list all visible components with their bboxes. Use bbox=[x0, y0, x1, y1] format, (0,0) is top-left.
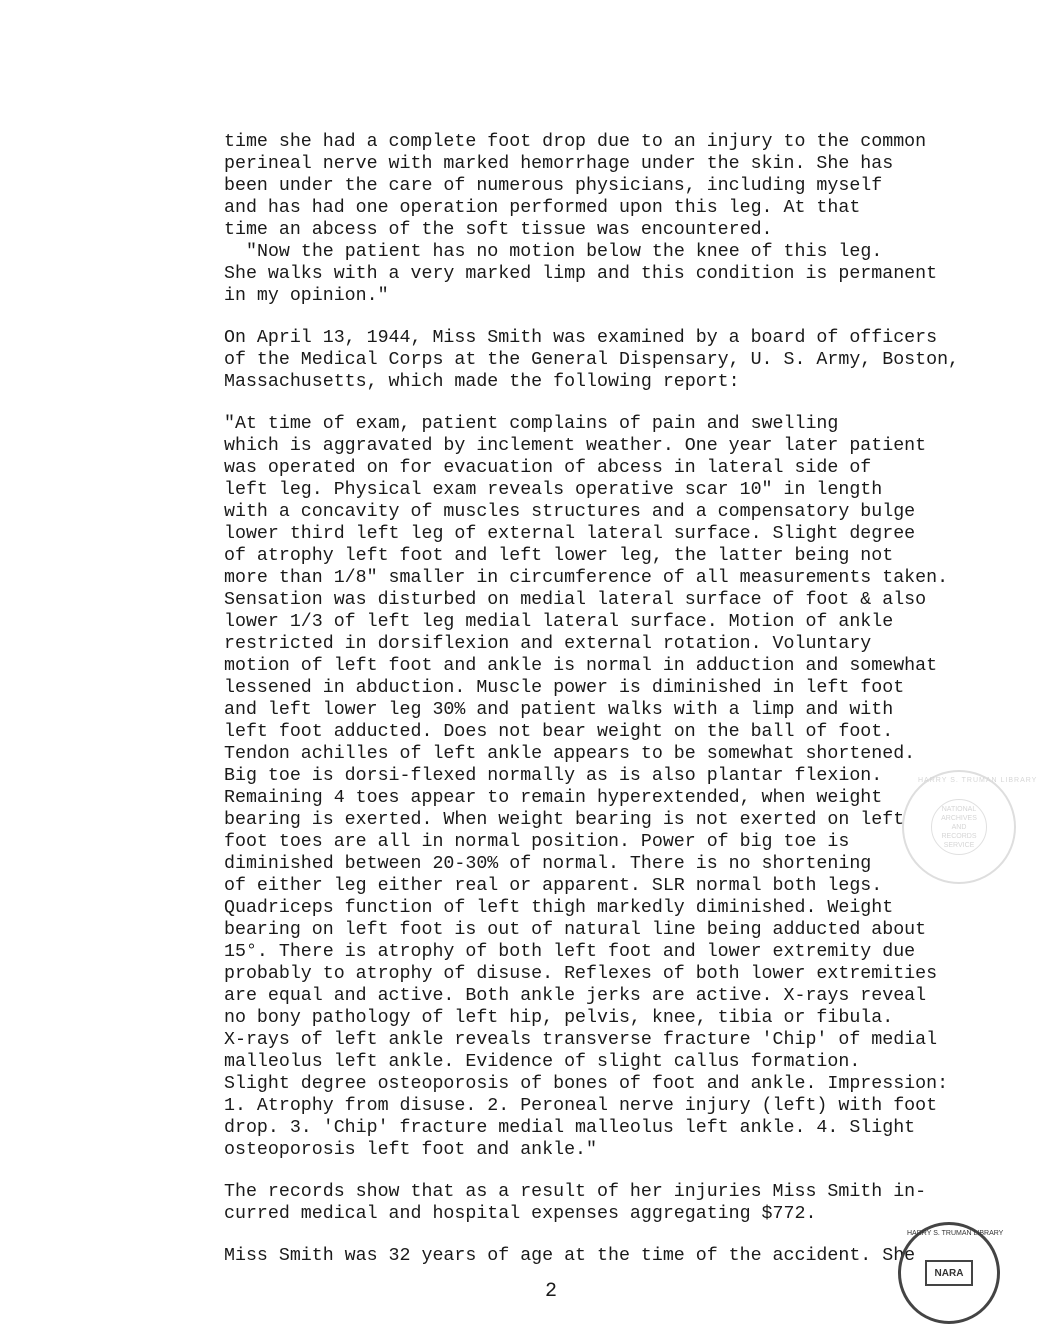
text-line: and has had one operation performed upon this leg. At that bbox=[224, 198, 861, 218]
quote-line: Tendon achilles of left ankle appears to be somewhat shortened. bbox=[224, 744, 916, 764]
quote-line: left foot adducted. Does not bear weight on the ball of foot. bbox=[224, 722, 894, 742]
quote-line: "At time of exam, patient complains of pain and swelling bbox=[224, 414, 839, 434]
quote-line: which is aggravated by inclement weather. One year later patient bbox=[224, 436, 927, 456]
quote-line: no bony pathology of left hip, pelvis, knee, tibia or fibula. bbox=[224, 1008, 894, 1028]
text-line: On April 13, 1944, Miss Smith was examined by a board of officers bbox=[224, 328, 938, 348]
page-number: 2 bbox=[545, 1280, 558, 1303]
quote-line: Slight degree osteoporosis of bones of foot and ankle. Impression: bbox=[224, 1074, 949, 1094]
quote-line: Quadriceps function of left thigh markedly diminished. Weight bbox=[224, 898, 894, 918]
quote-line: restricted in dorsiflexion and external rotation. Voluntary bbox=[224, 634, 872, 654]
quote-line: osteoporosis left foot and ankle." bbox=[224, 1140, 597, 1160]
text-line: of the Medical Corps at the General Dispensary, U. S. Army, Boston, bbox=[224, 350, 960, 370]
text-line: The records show that as a result of her injuries Miss Smith in- bbox=[224, 1182, 927, 1202]
quote-line: was operated on for evacuation of abcess in lateral side of bbox=[224, 458, 872, 478]
quote-line: drop. 3. 'Chip' fracture medial malleolus left ankle. 4. Slight bbox=[224, 1118, 916, 1138]
quote-line: X-rays of left ankle reveals transverse fracture 'Chip' of medial bbox=[224, 1030, 938, 1050]
quote-line: diminished between 20-30% of normal. There is no shortening bbox=[224, 854, 872, 874]
text-line: She walks with a very marked limp and this condition is permanent bbox=[224, 264, 938, 284]
nara-seal-text: NARA bbox=[925, 1260, 973, 1286]
quote-line: lower 1/3 of left leg medial lateral surface. Motion of ankle bbox=[224, 612, 894, 632]
quote-line: and left lower leg 30% and patient walks with a limp and with bbox=[224, 700, 894, 720]
quote-line: Remaining 4 toes appear to remain hyperextended, when weight bbox=[224, 788, 883, 808]
quote-line: of atrophy left foot and left lower leg, the latter being not bbox=[224, 546, 894, 566]
quote-line: are equal and active. Both ankle jerks are active. X-rays reveal bbox=[224, 986, 927, 1006]
archive-seal-icon bbox=[902, 770, 1037, 884]
quote-line: 1. Atrophy from disuse. 2. Peroneal nerve injury (left) with foot bbox=[224, 1096, 938, 1116]
quote-line: bearing is exerted. When weight bearing is not exerted on left bbox=[224, 810, 905, 830]
text-line: "Now the patient has no motion below the knee of this leg. bbox=[246, 242, 883, 262]
quote-line: Sensation was disturbed on medial lateral surface of foot & also bbox=[224, 590, 927, 610]
quote-line: motion of left foot and ankle is normal in adduction and somewhat bbox=[224, 656, 938, 676]
quote-line: foot toes are all in normal position. Power of big toe is bbox=[224, 832, 850, 852]
quote-line: malleolus left ankle. Evidence of slight callus formation. bbox=[224, 1052, 861, 1072]
nara-seal-ring-text: HARRY S. TRUMAN LIBRARY bbox=[907, 1230, 1004, 1237]
text-line: curred medical and hospital expenses aggregating $772. bbox=[224, 1204, 817, 1224]
nara-seal-icon bbox=[898, 1222, 1004, 1324]
text-line: Massachusetts, which made the following report: bbox=[224, 372, 740, 392]
text-line: perineal nerve with marked hemorrhage under the skin. She has bbox=[224, 154, 894, 174]
archive-seal-text: NATIONAL ARCHIVES AND RECORDS SERVICE bbox=[931, 799, 987, 855]
quote-line: lessened in abduction. Muscle power is diminished in left foot bbox=[224, 678, 905, 698]
quote-line: lower third left leg of external lateral surface. Slight degree bbox=[224, 524, 916, 544]
quote-line: left leg. Physical exam reveals operative scar 10" in length bbox=[224, 480, 883, 500]
text-line: time an abcess of the soft tissue was encountered. bbox=[224, 220, 773, 240]
text-line: time she had a complete foot drop due to an injury to the common bbox=[224, 132, 927, 152]
quote-line: probably to atrophy of disuse. Reflexes of both lower extremities bbox=[224, 964, 938, 984]
text-line: been under the care of numerous physicians, including myself bbox=[224, 176, 883, 196]
quote-line: of either leg either real or apparent. SLR normal both legs. bbox=[224, 876, 883, 896]
quote-line: bearing on left foot is out of natural line being adducted about bbox=[224, 920, 927, 940]
quote-line: with a concavity of muscles structures and a compensatory bulge bbox=[224, 502, 916, 522]
text-line: Miss Smith was 32 years of age at the time of the accident. She bbox=[224, 1246, 916, 1266]
archive-seal-ring-text: HARRY S. TRUMAN LIBRARY bbox=[918, 777, 1037, 784]
quote-line: more than 1/8" smaller in circumference of all measurements taken. bbox=[224, 568, 949, 588]
quote-line: 15°. There is atrophy of both left foot and lower extremity due bbox=[224, 942, 916, 962]
text-line: in my opinion." bbox=[224, 286, 389, 306]
quote-line: Big toe is dorsi-flexed normally as is also plantar flexion. bbox=[224, 766, 883, 786]
